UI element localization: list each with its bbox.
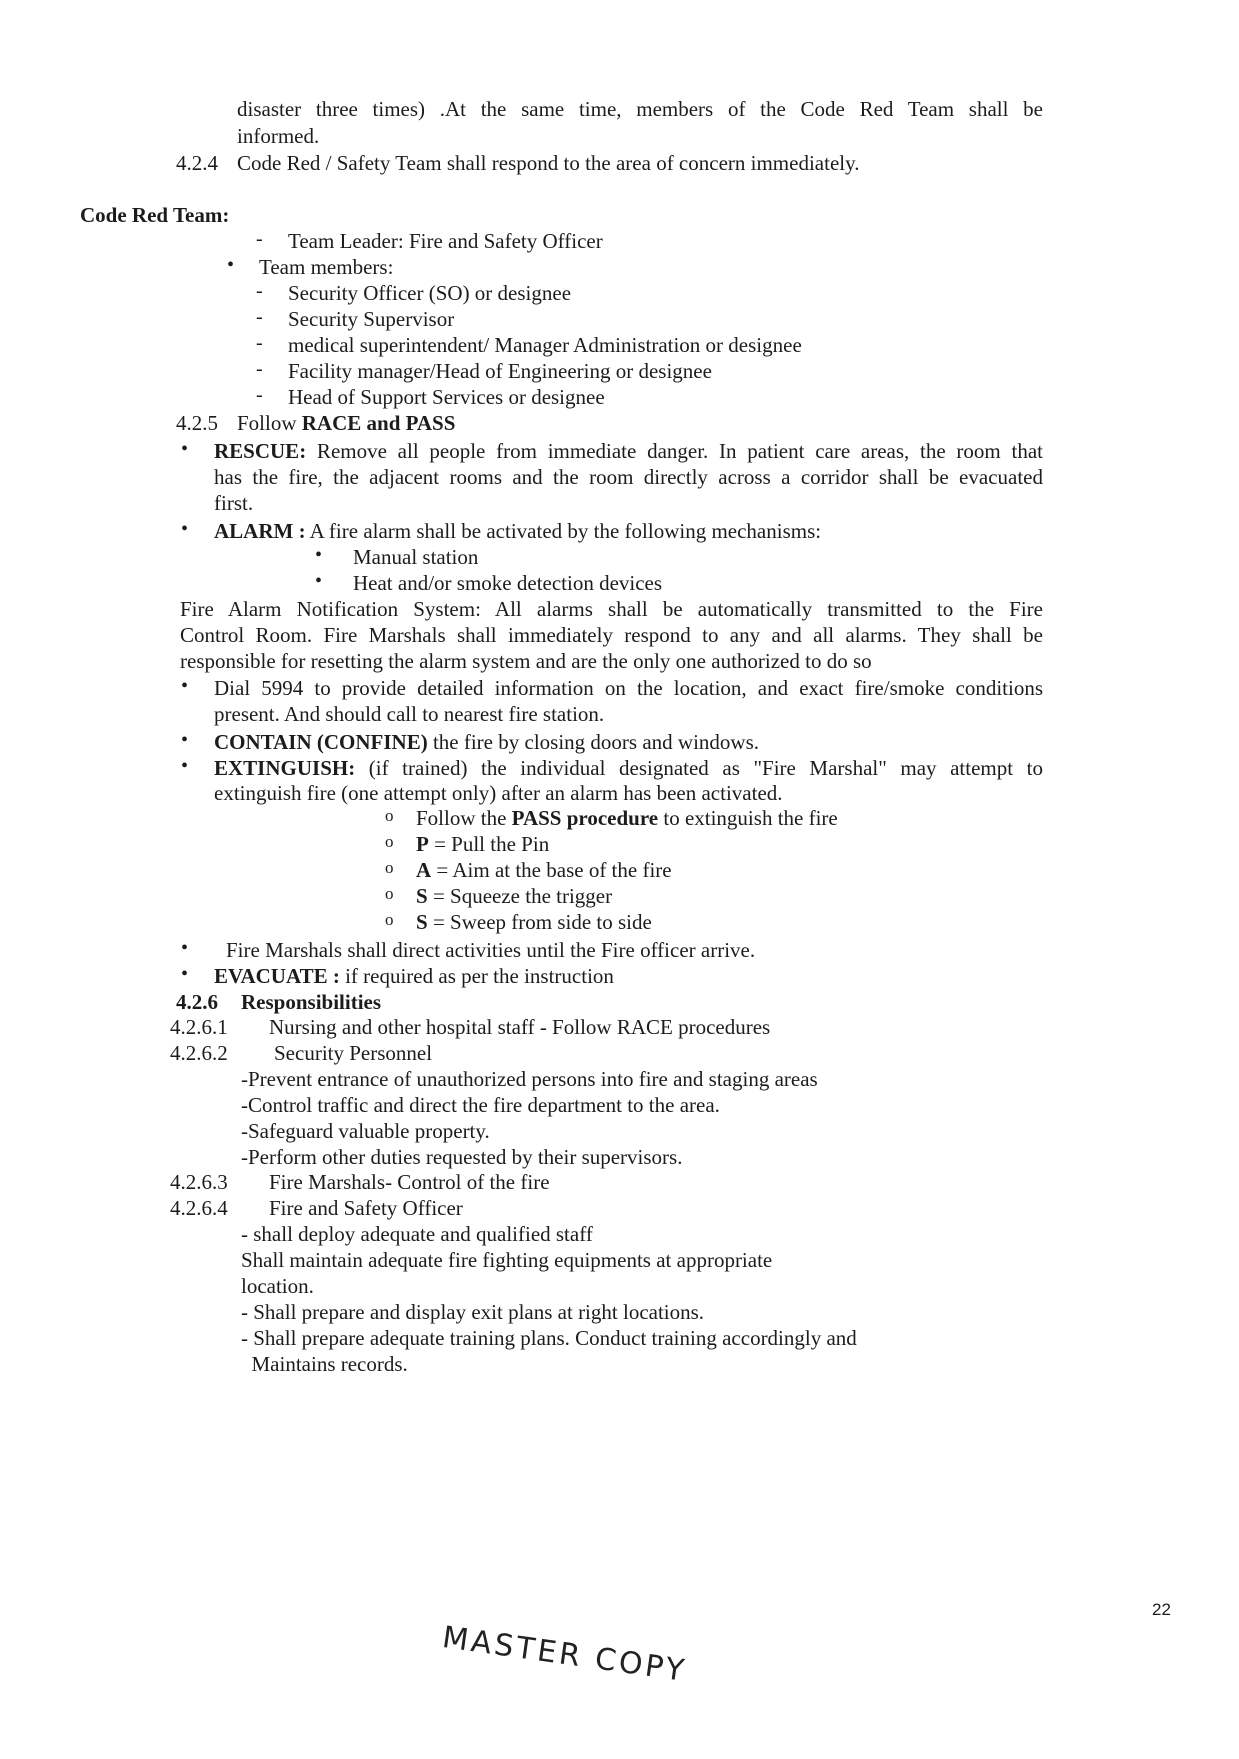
dash-bullet: - xyxy=(256,306,263,328)
officer-duty: Maintains records. xyxy=(241,1352,408,1376)
officer-duty: - shall deploy adequate and qualified staff xyxy=(241,1222,593,1246)
notification-line-2: Control Room. Fire Marshals shall immediately respond to any and all alarms. They shall be xyxy=(180,623,1043,647)
dash-bullet: - xyxy=(256,384,263,406)
extinguish-line-2: extinguish fire (one attempt only) after an alarm has been activated. xyxy=(214,781,783,805)
subsection-title: Fire and Safety Officer xyxy=(269,1196,463,1220)
section-text-4-2-4: Code Red / Safety Team shall respond to the area of concern immediately. xyxy=(237,151,860,175)
team-member: Security Supervisor xyxy=(288,307,455,331)
subsection-number: 4.2.6.1 xyxy=(170,1015,228,1039)
officer-duty: Shall maintain adequate fire fighting equipments at appropriate xyxy=(241,1248,773,1272)
rescue-line-2: has the fire, the adjacent rooms and the room directly across a corridor shall be evacuated xyxy=(214,465,1043,489)
extinguish-line-1: EXTINGUISH: (if trained) the individual designated as "Fire Marshal" may attempt to xyxy=(214,756,1043,780)
bullet-dot: • xyxy=(181,729,189,751)
circle-bullet: o xyxy=(385,806,394,825)
team-member: Security Officer (SO) or designee xyxy=(288,281,572,305)
rescue-line-1: RESCUE: Remove all people from immediate danger. In patient care areas, the room that xyxy=(214,439,1043,463)
security-duty: -Safeguard valuable property. xyxy=(241,1119,490,1143)
pass-step: A = Aim at the base of the fire xyxy=(416,858,672,882)
bullet-dot: • xyxy=(315,570,323,592)
officer-duty: - Shall prepare adequate training plans. Conduct training accordingly and xyxy=(241,1326,857,1350)
notification-line-1: Fire Alarm Notification System: All alarms shall be automatically transmitted to the Fire xyxy=(180,597,1043,621)
subsection-number: 4.2.6.2 xyxy=(170,1041,228,1065)
follow-race-pass: Follow RACE and PASS xyxy=(237,411,456,435)
dial-line-2: present. And should call to nearest fire station. xyxy=(214,702,605,726)
officer-duty: location. xyxy=(241,1274,314,1298)
team-member: medical superintendent/ Manager Administration or designee xyxy=(288,333,802,357)
dash-bullet: - xyxy=(256,280,263,302)
dash-bullet: - xyxy=(256,332,263,354)
dial-line-1: Dial 5994 to provide detailed information on the location, and exact fire/smoke conditions xyxy=(214,676,1043,700)
pass-procedure-line: Follow the PASS procedure to extinguish the fire xyxy=(416,806,838,830)
team-leader: Team Leader: Fire and Safety Officer xyxy=(288,229,603,253)
team-member: Facility manager/Head of Engineering or designee xyxy=(288,359,712,383)
security-duty: -Perform other duties requested by their supervisors. xyxy=(241,1145,683,1169)
bullet-dot: • xyxy=(227,254,235,276)
security-duty: -Prevent entrance of unauthorized persons into fire and staging areas xyxy=(241,1067,818,1091)
dash-bullet: - xyxy=(256,358,263,380)
intro-line-1: disaster three times) .At the same time, members of the Code Red Team shall be xyxy=(237,97,1043,121)
alarm-line: ALARM : A fire alarm shall be activated by the following mechanisms: xyxy=(214,519,822,543)
notification-line-3: responsible for resetting the alarm system and are the only one authorized to do so xyxy=(180,649,872,673)
code-red-team-heading: Code Red Team: xyxy=(80,203,230,227)
section-number-4-2-4: 4.2.4 xyxy=(176,151,218,175)
master-copy-stamp: MASTER COPY xyxy=(440,1620,690,1689)
security-duty: -Control traffic and direct the fire department to the area. xyxy=(241,1093,720,1117)
officer-duty: - Shall prepare and display exit plans at right locations. xyxy=(241,1300,705,1324)
circle-bullet: o xyxy=(385,910,394,929)
pass-step: P = Pull the Pin xyxy=(416,832,550,856)
bullet-dot: • xyxy=(181,963,189,985)
circle-bullet: o xyxy=(385,858,394,877)
bullet-dot: • xyxy=(181,438,189,460)
contain-line: CONTAIN (CONFINE) the fire by closing doors and windows. xyxy=(214,730,759,754)
circle-bullet: o xyxy=(385,884,394,903)
subsection-title: Nursing and other hospital staff - Follow RACE procedures xyxy=(269,1015,771,1039)
bullet-dot: • xyxy=(181,518,189,540)
alarm-mechanism: Manual station xyxy=(353,545,479,569)
circle-bullet: o xyxy=(385,832,394,851)
section-number-4-2-6: 4.2.6 xyxy=(176,990,218,1014)
section-number-4-2-5: 4.2.5 xyxy=(176,411,218,435)
pass-step: S = Sweep from side to side xyxy=(416,910,652,934)
subsection-title: Security Personnel xyxy=(274,1041,433,1065)
dash-bullet: - xyxy=(256,228,263,250)
subsection-title: Fire Marshals- Control of the fire xyxy=(269,1170,550,1194)
responsibilities-heading: Responsibilities xyxy=(241,990,382,1014)
team-members-label: Team members: xyxy=(259,255,394,279)
bullet-dot: • xyxy=(181,937,189,959)
intro-line-2: informed. xyxy=(237,124,320,148)
bullet-dot: • xyxy=(181,675,189,697)
subsection-number: 4.2.6.4 xyxy=(170,1196,228,1220)
page-number: 22 xyxy=(1152,1600,1171,1619)
bullet-dot: • xyxy=(315,544,323,566)
rescue-line-3: first. xyxy=(214,491,254,515)
subsection-number: 4.2.6.3 xyxy=(170,1170,228,1194)
alarm-mechanism: Heat and/or smoke detection devices xyxy=(353,571,663,595)
bullet-dot: • xyxy=(181,755,189,777)
pass-step: S = Squeeze the trigger xyxy=(416,884,613,908)
fire-marshals-line: Fire Marshals shall direct activities until the Fire officer arrive. xyxy=(226,938,756,962)
evacuate-line: EVACUATE : if required as per the instruction xyxy=(214,964,614,988)
team-member: Head of Support Services or designee xyxy=(288,385,605,409)
